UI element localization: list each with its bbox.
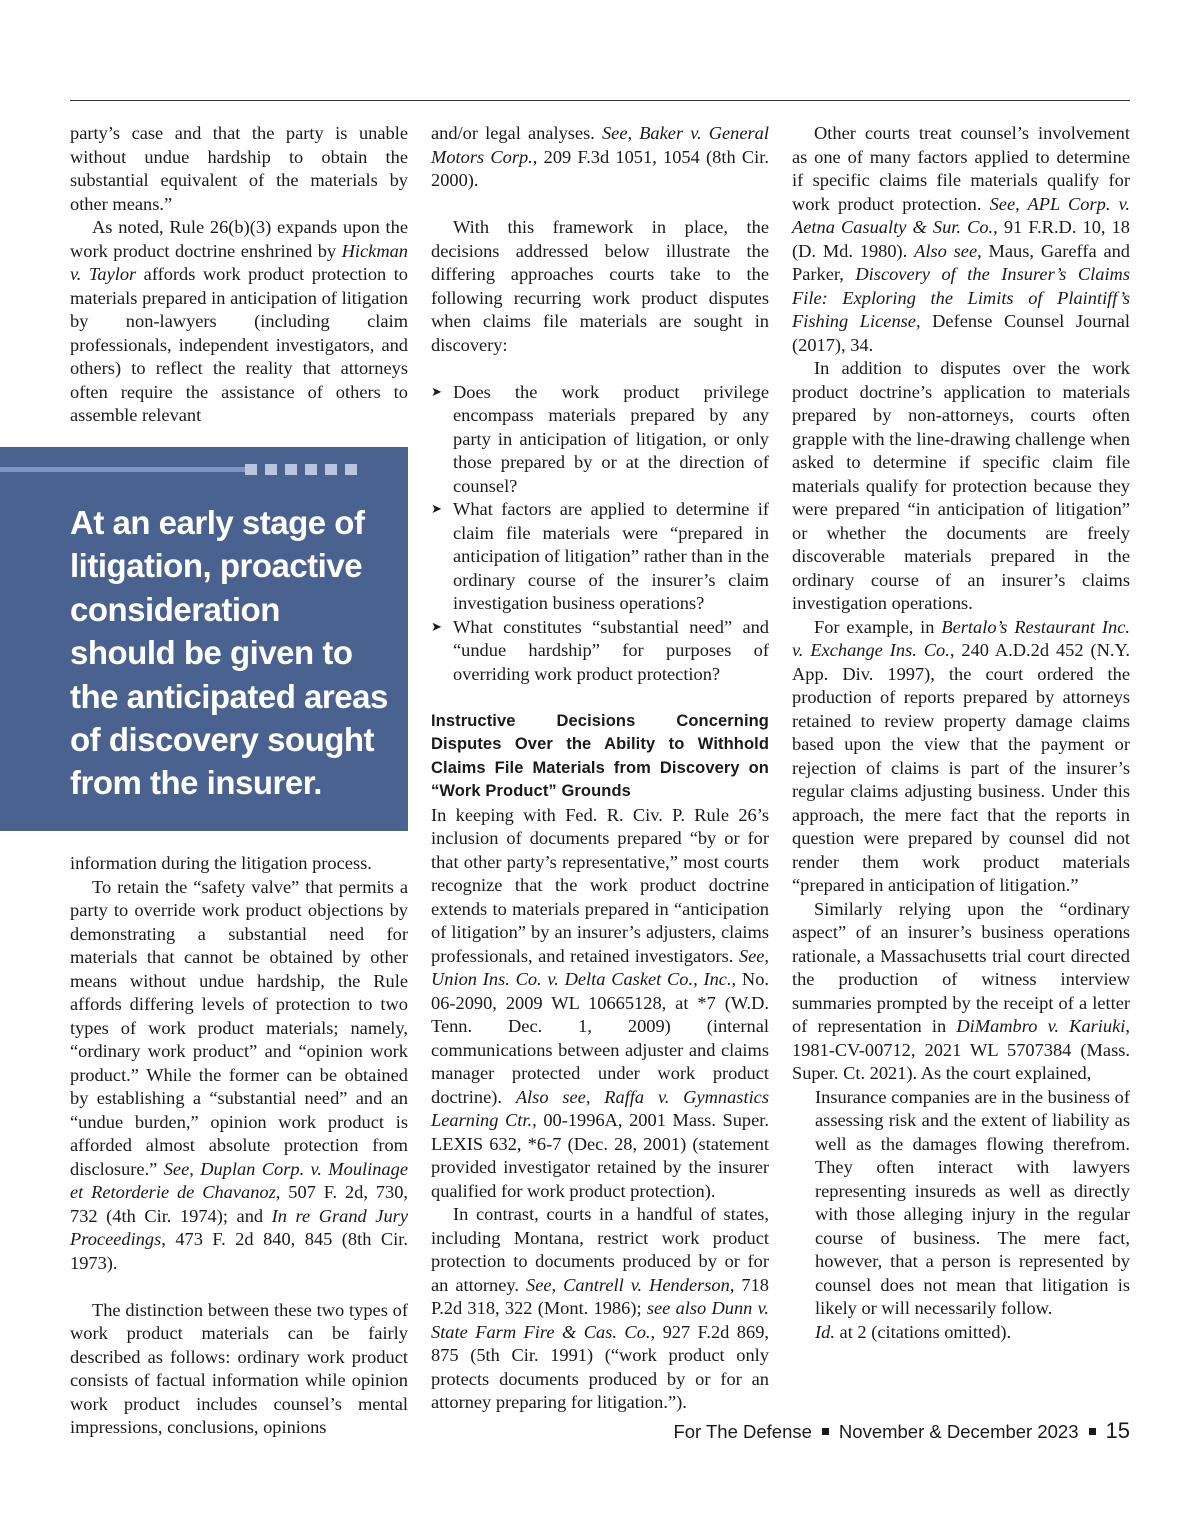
list-item (431, 616, 769, 687)
case-citation: See, Union Ins. Co. v. Delta Casket Co., Inc. (431, 945, 769, 989)
paragraph (792, 898, 1130, 1086)
text-run: For example, in (814, 616, 935, 637)
text-run: Other courts treat counsel’s involvement as one of many factors applied to determine if specific claims file materials qualify for work product protection. (792, 123, 1130, 214)
column-1-top (70, 122, 408, 428)
text-run: 927 F.2d 869, 875 (5th Cir. 1991) (“work product only protects documents produced by or for an attorney preparing for litigation.”). (431, 1321, 769, 1412)
text-run: and/or legal analyses. (431, 123, 595, 143)
citation-signal: Id. (815, 1321, 835, 1342)
header-rule (70, 100, 1130, 101)
text-run: , 1981-CV-00712, 2021 WL 5707384 (Mass. Super. Ct. 2021). As the court explained, (792, 1016, 1130, 1083)
paragraph (431, 804, 769, 1204)
text-run: As noted, Rule 26(b)(3) expands upon the work product doctrine enshrined by (70, 217, 408, 261)
page-footer (673, 1418, 1130, 1444)
question-list (431, 381, 769, 687)
paragraph: information during the litigation process. (70, 853, 372, 873)
decorative-squares-icon (0, 464, 360, 475)
text-run: To retain the “safety valve” that permits a party to override work product objections by demonstrating a substantial need for materials that cannot be obtained by other means without undue hardship, the Rule affords differing levels of protection to two types of work product materials; namely, “ordinary work product” and “opinion work product.” While the former can be obtained by establishing a “substantial need” and an “undue burden,” opinion work product is afforded almost absolute protection from disclosure.” (70, 876, 408, 1179)
text-run: at 2 (citations omitted). (839, 1321, 1012, 1342)
section-heading: Instructive Decisions Concerning Disputes Over the Ability to Withhold Claims File Materials from Discovery on “Work Product” Grounds (431, 711, 769, 800)
text-run: In contrast, courts in a handful of states, including Montana, restrict work product protection to documents produced by or for an attorney. (431, 1204, 769, 1295)
case-citation: See, Duplan Corp. v. Moulinage et Retorderie de Chavanoz (70, 1158, 408, 1202)
case-citation: Hickman v. Taylor (70, 240, 408, 284)
text-run: , 718 P.2d 318, 322 (Mont. 1986); (431, 1274, 769, 1318)
case-citation: DiMambro v. Kariuki (956, 1016, 1126, 1036)
case-citation: In re Grand Jury Proceedings (70, 1205, 408, 1249)
column-1-bottom (70, 852, 408, 1440)
list-item-text: What constitutes “substantial need” and “undue hardship” for purposes of overriding work product protection? (453, 616, 769, 684)
case-citation: Bertalo’s Restaurant Inc. v. Exchange Ins. Co. (792, 616, 1130, 660)
column-2 (431, 122, 769, 1415)
paragraph (70, 876, 408, 1276)
paragraph (431, 122, 769, 193)
text-run: , 91 F.R.D. 10, 18 (D. Md. 1980). (792, 217, 1130, 261)
text-run: 209 F.3d 1051, 1054 (8th Cir. 2000). (431, 146, 769, 190)
pull-quote-box (0, 447, 408, 831)
text-run: Defense Counsel Journal (2017), 34. (792, 311, 1130, 355)
arrowhead-bullet-icon: ➤ (431, 619, 442, 635)
block-quote: Insurance companies are in the business of assessing risk and the extent of liability as well as the damages flowing therefrom. They often interact with lawyers representing insureds as well as directly with those alleging injury in the regular course of business. The mere fact, however, that a person is represented by counsel does not mean that litigation is likely or will necessarily follow. (815, 1086, 1130, 1318)
paragraph (792, 122, 1130, 357)
paragraph: With this framework in place, the decisions addressed below illustrate the differing approaches courts take to the following recurring work product disputes when claims file materials are sought in discovery: (431, 217, 769, 355)
list-item (431, 498, 769, 616)
square-separator-icon (1089, 1428, 1096, 1435)
text-run: Similarly relying upon the “ordinary aspect” of an insurer’s business operations rationale, a Massachusetts trial court directed the production of witness interview summaries prompted by the receipt of a letter of representation in (792, 898, 1130, 1036)
column-3 (792, 122, 1130, 1344)
paragraph: party’s case and that the party is unable without undue hardship to obtain the substantial equivalent of the materials by other means.” (70, 123, 408, 214)
arrowhead-bullet-icon: ➤ (431, 384, 442, 400)
paragraph: The distinction between these two types of work product materials can be fairly described as follows: ordinary work product consists of factual information while opinion work product includes counsel’s mental impressions, conclusions, opinions (70, 1299, 408, 1437)
publication-name: For The Defense (673, 1421, 812, 1442)
case-citation: Also see, Raffa v. Gymnastics Learning Ctr., (431, 1086, 769, 1130)
citation-signal: Also see (914, 240, 978, 261)
paragraph (431, 1203, 769, 1415)
article-title: Discovery of the Insurer’s Claims File: Exploring the Limits of Plaintiff’s Fishing License, (792, 264, 1130, 331)
list-item-text: Does the work product privilege encompass materials prepared by any party in anticipation of litigation, or only those prepared by or at the direction of counsel? (453, 381, 769, 496)
case-citation: see also Dunn v. State Farm Fire & Cas. Co., (431, 1298, 769, 1342)
list-item (431, 381, 769, 499)
list-item-text: What factors are applied to determine if claim file materials were “prepared in anticipation of litigation” rather than in the ordinary course of the insurer’s claim investigation business operations? (453, 499, 769, 613)
text-run: , No. 06-2090, 2009 WL 10665128, at *7 (W.D. Tenn. Dec. 1, 2009) (internal communications between adjuster and claims manager protected under work product doctrine). (431, 969, 769, 1107)
text-run: , Maus, Gareffa and Parker, (792, 240, 1130, 284)
issue-date: November & December 2023 (838, 1421, 1079, 1442)
square-separator-icon (822, 1428, 829, 1435)
text-run: , 473 F. 2d 840, 845 (8th Cir. 1973). (70, 1229, 408, 1273)
text-run: In keeping with Fed. R. Civ. P. Rule 26’s inclusion of documents prepared “by or for that other party’s representative,” most courts recognize that the work product doctrine extends to materials prepared in “anticipation of litigation” by an insurer’s adjusters, claims professionals, and retained investigators. (431, 804, 769, 966)
quote-citation (792, 1321, 1130, 1345)
paragraph (792, 616, 1130, 898)
text-run: affords work product protection to materials prepared in anticipation of litigation by non-lawyers (including claim professionals, independent investigators, and others) to reflect the reality that attorneys often require the assistance of others to assemble relevant (70, 264, 408, 425)
case-citation: See, Baker v. General Motors Corp., (431, 123, 769, 167)
pull-quote-text: At an early stage of litigation, proactive consideration should be given to the anticipated areas of discovery sought from the insurer. (70, 504, 388, 802)
text-run: , 507 F. 2d, 730, 732 (4th Cir. 1974); and (70, 1182, 408, 1226)
paragraph (70, 216, 408, 428)
text-run: 00-1996A, 2001 Mass. Super. LEXIS 632, *6-7 (Dec. 28, 2001) (statement provided investigator retained by the insurer qualified for work product protection). (431, 1110, 769, 1201)
case-citation: See, Cantrell v. Henderson (526, 1274, 730, 1295)
case-citation: See, APL Corp. v. Aetna Casualty & Sur. Co. (792, 193, 1130, 237)
paragraph: In addition to disputes over the work product doctrine’s application to materials prepared by non-attorneys, courts often grapple with the line-drawing challenge when asked to determine if specific claim file materials qualify for protection because they were prepared “in anticipation of litigation” or whether the documents are freely discoverable materials prepared in the ordinary course of an insurer’s claims investigation operations. (792, 358, 1130, 613)
page-number: 15 (1105, 1418, 1130, 1443)
text-run: , 240 A.D.2d 452 (N.Y. App. Div. 1997), the court ordered the production of reports prepared by attorneys retained to review property damage claims based upon the view that the payment or rejection of claims is part of the insurer’s regular claims adjusting business. Under this approach, the mere fact that the reports in question were prepared by counsel did not render them work product materials “prepared in anticipation of litigation.” (792, 640, 1130, 895)
arrowhead-bullet-icon: ➤ (431, 502, 442, 517)
